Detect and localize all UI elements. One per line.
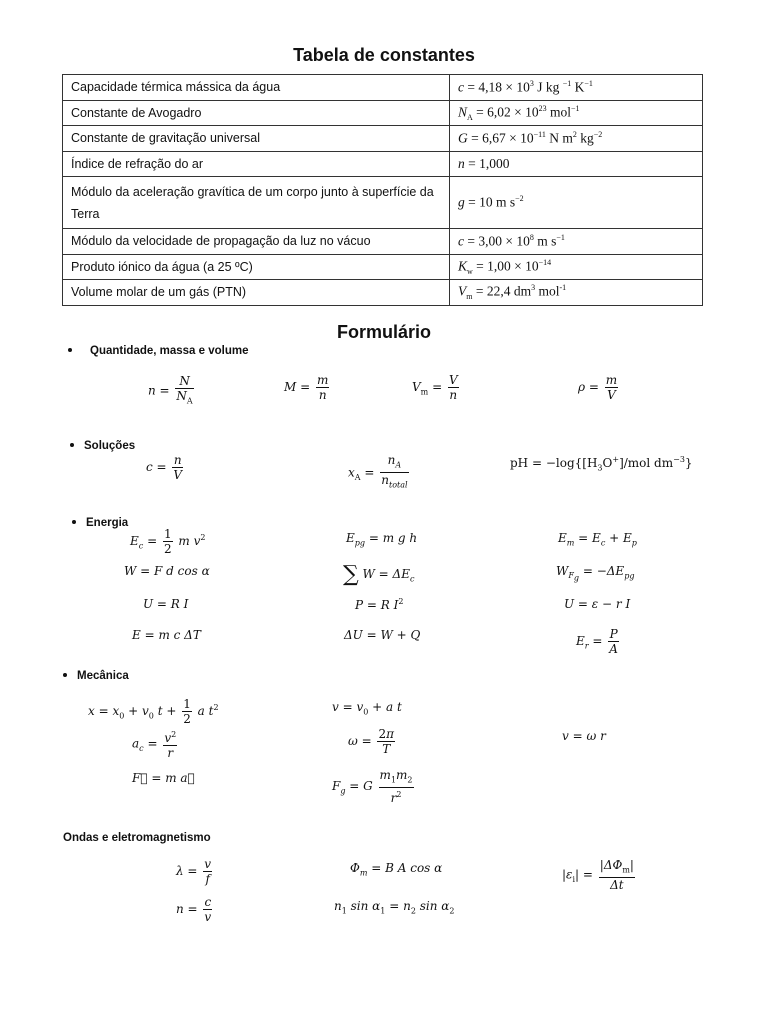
bullet-icon xyxy=(63,673,67,677)
section-mecanica: Mecânica xyxy=(63,670,129,682)
constant-name: Módulo da aceleração gravítica de um corpo junto à superfície da Terra xyxy=(63,177,450,229)
formula: n = $\frac{N}{N_A}$ xyxy=(148,374,196,408)
formula: $F_g = G$ $\frac{m_1m_2}{r^2}$ xyxy=(332,768,413,806)
constants-table xyxy=(62,74,703,306)
formula: $a_c$ = $\frac{v^2}{r}$ xyxy=(132,730,177,760)
formula: P = R $I^2$ xyxy=(355,597,404,612)
page-title: Tabela de constantes xyxy=(293,45,475,65)
formula: $x = x_0 + v_0$ t + $\frac{1}{2}$ a $t^2$ xyxy=(88,697,219,726)
formula: ω = $\frac{2\pi}{T}$ xyxy=(348,727,394,756)
section-solucoes: Soluções xyxy=(70,440,135,452)
section-ondas: Ondas e eletromagnetismo xyxy=(63,832,211,844)
formula: $\Phi_m = B$ A cos α xyxy=(350,861,443,878)
formula: $|\varepsilon_i|$ = $\frac{|\Delta\Phi_m|}{\Delta t}$ xyxy=(562,858,634,893)
constant-value: $G = 6,67 \times 10^{-11}$ N $m^2$ $kg^{-2}$ xyxy=(450,126,703,152)
formula: pH = $-\log\{[H_3O^+]$/mol $dm^{-3}$} xyxy=(510,455,693,473)
bullet-icon xyxy=(72,520,76,524)
constant-name: Constante de gravitação universal xyxy=(63,126,450,152)
formula: $n_1$ $\sin \alpha_1 = n_2$ $\sin \alpha_2$ xyxy=(334,899,455,916)
formula: ∑ $W = \Delta E_c$ xyxy=(343,562,415,587)
formula: U = ε − r I xyxy=(564,597,631,611)
constant-name: Capacidade térmica mássica da água xyxy=(63,75,450,101)
table-row xyxy=(63,75,703,101)
formula: W = F d cos α xyxy=(124,564,210,578)
formula: v = ω r xyxy=(562,729,606,743)
constant-value: $c = 4,18 \times 10^3$ J kg $^{-1}$ $K^{-1}$ xyxy=(450,75,703,101)
constant-value: $N_A = 6,02 \times 10^{23}$ mol$^{-1}$ xyxy=(450,100,703,126)
formula: n = $\frac{c}{v}$ xyxy=(176,895,212,924)
formula: $E_m = E_c + E_p$ xyxy=(558,531,637,548)
formula: E = m c ΔT xyxy=(132,628,201,642)
constant-value: $V_m = 22,4$ $dm^3$ mol$^{-1}$ xyxy=(450,280,703,306)
section-quantidade: Quantidade, massa e volume xyxy=(68,345,249,357)
constant-name: Volume molar de um gás (PTN) xyxy=(63,280,450,306)
formula: M = $\frac{m}{n}$ xyxy=(284,373,329,402)
formula: $v = v_0 + a$ t xyxy=(332,700,402,717)
bullet-icon xyxy=(68,348,72,352)
constant-value: g = 10 m $s^{-2}$ xyxy=(450,177,703,229)
table-row xyxy=(63,126,703,152)
table-row xyxy=(63,229,703,255)
formula: $W_{F_g} = -\Delta E_{pg}$ xyxy=(556,564,635,583)
constant-value: $c = 3,00 \times 10^8$ m $s^{-1}$ xyxy=(450,229,703,255)
formula: $x_A$ = $\frac{n_A}{n_{total}}$ xyxy=(348,453,411,493)
formula: $E_r$ = $\frac{P}{A}$ xyxy=(576,627,618,656)
formula: $E_c$ = $\frac{1}{2}$ m $v^2$ xyxy=(130,527,206,556)
formula: U = R I xyxy=(143,597,189,611)
constant-name: Constante de Avogadro xyxy=(63,100,450,126)
table-row xyxy=(63,151,703,177)
table-row xyxy=(63,254,703,280)
constant-name: Produto iónico da água (a 25 ºC) xyxy=(63,254,450,280)
formula: $V_m$ = $\frac{V}{n}$ xyxy=(412,373,458,402)
table-row xyxy=(63,100,703,126)
bullet-icon xyxy=(70,443,74,447)
section-energia: Energia xyxy=(72,517,128,529)
table-row xyxy=(63,177,703,229)
constant-value: n = 1,000 xyxy=(450,151,703,177)
formula: λ = $\frac{v}{f}$ xyxy=(176,857,212,886)
constant-name: Índice de refração do ar xyxy=(63,151,450,177)
formula: ρ = $\frac{m}{V}$ xyxy=(578,373,618,402)
constant-value: $K_w = 1,00 \times 10^{-14}$ xyxy=(450,254,703,280)
formulario-title: Formulário xyxy=(336,322,431,342)
formula: c = $\frac{n}{V}$ xyxy=(146,453,183,482)
table-row xyxy=(63,280,703,306)
formula: ΔU = W + Q xyxy=(344,628,421,642)
constant-name: Módulo da velocidade de propagação da luz no vácuo xyxy=(63,229,450,255)
formula: $E_{pg} = m$ g h xyxy=(346,531,418,548)
formula: F⃗ = m a⃗ xyxy=(132,771,195,785)
